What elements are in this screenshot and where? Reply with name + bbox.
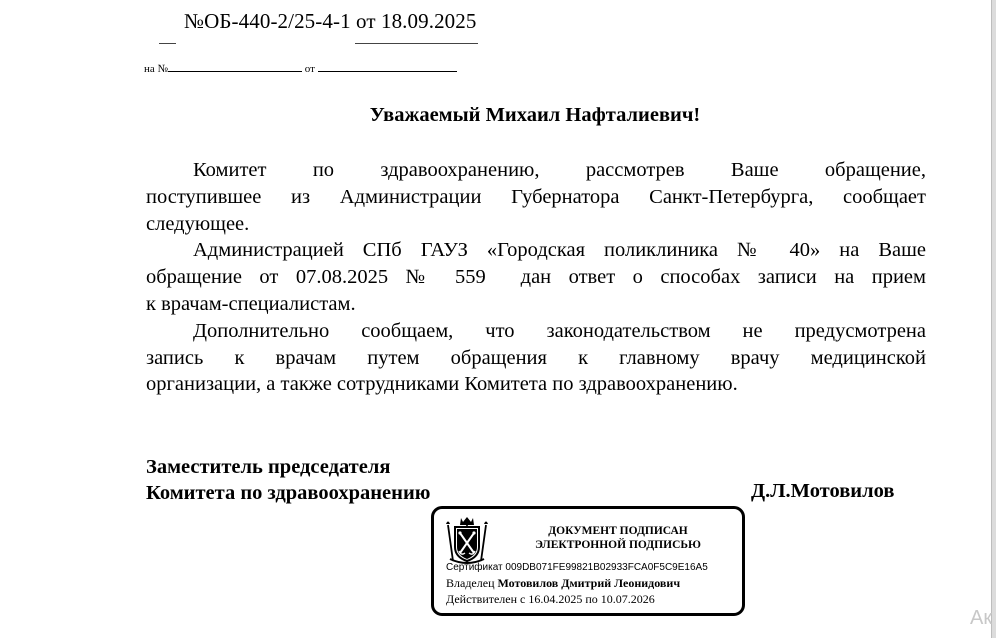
paragraph-3-line-2: запись к врачам путем обращения к главному врачу медицинской bbox=[146, 346, 926, 369]
letter-body bbox=[146, 157, 926, 398]
reply-no-label: на № bbox=[144, 63, 169, 75]
corner-text-fragment: Ак bbox=[970, 607, 993, 629]
spb-coat-of-arms-icon bbox=[444, 515, 490, 567]
reply-no-blank bbox=[168, 61, 302, 72]
rule-short bbox=[159, 43, 176, 44]
paragraph-2 bbox=[146, 237, 926, 317]
owner-label: Владелец bbox=[446, 576, 495, 590]
paragraph-1-line-1: Комитет по здравоохранению, рассмотрев Ваше обращение, bbox=[193, 159, 926, 181]
reply-date-blank bbox=[318, 61, 457, 72]
registration-number: №ОБ-440-2/25-4-1 от 18.09.2025 bbox=[184, 9, 477, 33]
paragraph-1 bbox=[146, 157, 926, 237]
paragraph-3 bbox=[146, 318, 926, 398]
paragraph-1-line-2: поступившее из Администрации Губернатора Санкт-Петербурга, сообщает bbox=[146, 185, 926, 208]
paragraph-2-line-2: обращение от 07.08.2025 № 559 дан ответ о способах записи на прием bbox=[146, 266, 926, 289]
certificate-validity: Действителен с 16.04.2025 по 10.07.2026 bbox=[446, 592, 655, 606]
paragraph-1-line-3: следующее. bbox=[146, 212, 250, 235]
paragraph-2-line-1: Администрацией СПб ГАУЗ «Городская поликлиника № 40» на Ваше bbox=[193, 239, 926, 262]
paragraph-3-line-1: Дополнительно сообщаем, что законодательством не предусмотрена bbox=[193, 319, 926, 342]
stamp-title-line-1: ДОКУМЕНТ ПОДПИСАН bbox=[548, 525, 688, 537]
reply-to-line bbox=[144, 61, 457, 75]
owner-name: Мотовилов Дмитрий Леонидович bbox=[497, 576, 681, 590]
paragraph-3-line-3: организации, а также сотрудниками Комитета по здравоохранению. bbox=[146, 373, 738, 396]
certificate-owner bbox=[446, 576, 680, 591]
certificate-number: Сертификат 009DB071FE99821B02933FCA0F5C9E16A5 bbox=[446, 562, 708, 573]
paragraph-2-line-3: к врачам-специалистам. bbox=[146, 292, 356, 315]
stamp-title-line-2: ЭЛЕКТРОННОЙ ПОДПИСЬЮ bbox=[535, 539, 701, 551]
signer-name: Д.Л.Мотовилов bbox=[751, 480, 895, 502]
page-edge bbox=[992, 0, 996, 638]
electronic-signature-stamp bbox=[431, 506, 745, 616]
signer-position-line-2: Комитета по здравоохранению bbox=[146, 482, 431, 504]
salutation: Уважаемый Михаил Нафталиевич! bbox=[369, 104, 701, 126]
signer-position-line-1: Заместитель председателя bbox=[146, 456, 391, 478]
stamp-title bbox=[494, 524, 742, 552]
rule-date bbox=[355, 43, 478, 44]
reply-from-label: от bbox=[304, 63, 315, 75]
signature-block bbox=[146, 454, 430, 506]
